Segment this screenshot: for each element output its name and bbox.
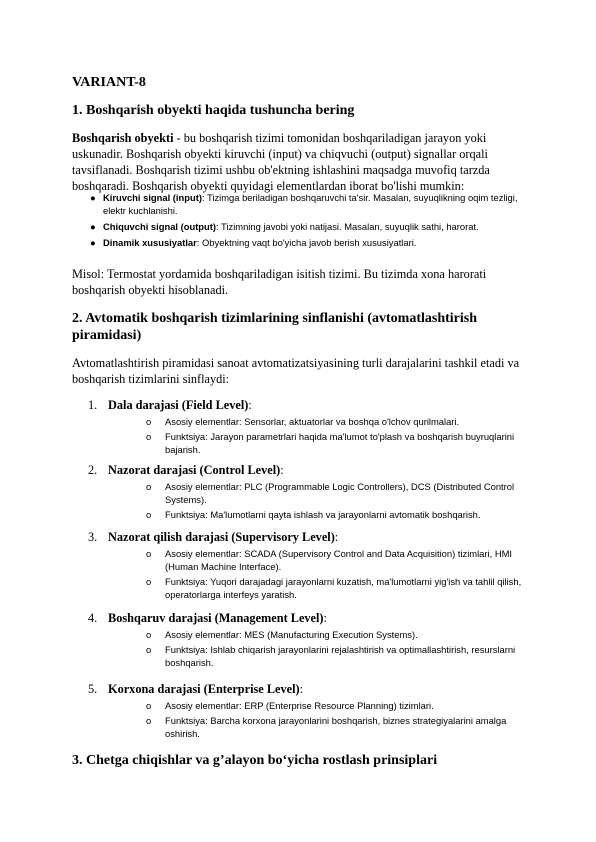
sub-item xyxy=(146,415,524,428)
level-colon: : xyxy=(323,611,327,625)
list-item xyxy=(88,463,524,521)
list-item xyxy=(90,236,520,249)
level-number: 2. xyxy=(88,463,98,477)
section-1-heading: 1. Boshqarish obyekti haqida tushuncha bering xyxy=(72,103,355,118)
level-title: Korxona darajasi (Enterprise Level) xyxy=(108,682,300,696)
level-title: Dala darajasi (Field Level) xyxy=(108,398,249,412)
circle-icon: o xyxy=(146,576,152,587)
sub-item xyxy=(146,714,524,740)
sub-item xyxy=(146,480,524,506)
bullet-term: Kiruvchi signal (input) xyxy=(103,192,202,203)
list-item xyxy=(88,611,524,669)
list-item xyxy=(90,220,520,233)
sub-item-text: Asosiy elementlar: ERP (Enterprise Resource Planning) tizimlari. xyxy=(165,700,434,711)
level-title: Nazorat qilish darajasi (Supervisory Level) xyxy=(108,530,335,544)
section-2-intro: Avtomatlashtirish piramidasi sanoat avtomatizatsiyasining turli darajalarini tashkil etadi va boshqarish tizimlarini sinflaydi: xyxy=(72,356,520,386)
circle-icon: o xyxy=(146,700,152,711)
bullet-text: : Obyektning vaqt bo'yicha javob berish xususiyatlari. xyxy=(196,237,417,248)
level-title: Boshqaruv darajasi (Management Level) xyxy=(108,611,324,625)
list-item xyxy=(90,191,520,217)
circle-icon: o xyxy=(146,629,152,640)
circle-icon: o xyxy=(146,715,152,726)
sub-item-text: Asosiy elementlar: MES (Manufacturing Execution Systems). xyxy=(165,629,418,640)
sub-item-text: Funktsiya: Ishlab chiqarish jarayonlarini rejalashtirish va optimallashtirish, resurslarni boshqarish. xyxy=(165,644,516,668)
list-item xyxy=(88,398,524,456)
list-item xyxy=(88,682,524,740)
circle-icon: o xyxy=(146,509,152,520)
section-1-intro xyxy=(72,130,524,194)
bullet-list xyxy=(90,191,520,252)
sub-item xyxy=(146,575,524,601)
intro-text: - bu boshqarish tizimi tomonidan boshqariladigan jarayon yoki uskunadir. Boshqarish obyekti kiruvchi (input) va chiqvuchi (output) signallar orqali tavsiflanadi. Boshqarish tizimi ushbu ob'ektning ishlashini maqsadga muvofiq tarzda boshqaradi. Boshqarish obyekti quyidagi elementlardan iborat bo'lishi mumkin: xyxy=(72,131,490,193)
circle-icon: o xyxy=(146,644,152,655)
level-heading xyxy=(88,463,524,478)
example-paragraph: Misol: Termostat yordamida boshqariladigan isitish tizimi. Bu tizimda xona harorati boshqarish obyekti hisoblanadi. xyxy=(72,267,487,297)
level-colon: : xyxy=(280,463,284,477)
sub-item-text: Funktsiya: Yuqori darajadagi jarayonlarni kuzatish, ma'lumotlarni yig'ish va tahlil qilish, operatorlarga interfeys yaratish. xyxy=(165,576,522,600)
sub-item xyxy=(146,430,524,456)
bullet-icon: ● xyxy=(90,192,96,203)
circle-icon: o xyxy=(146,548,152,559)
variant-title: VARIANT-8 xyxy=(72,75,146,90)
level-number: 1. xyxy=(88,398,98,412)
level-heading xyxy=(88,530,524,545)
section-2-heading: 2. Avtomatik boshqarish tizimlarining sinflanishi (avtomatlashtirish piramidasi) xyxy=(72,311,478,343)
bullet-icon: ● xyxy=(90,237,96,248)
level-colon: : xyxy=(334,530,339,544)
level-number: 3. xyxy=(88,530,98,544)
sub-item xyxy=(146,547,524,573)
circle-icon: o xyxy=(146,416,152,427)
level-heading xyxy=(88,398,524,413)
section-3-heading: 3. Chetga chiqishlar va g’alayon bo‘yicha rostlash prinsiplari xyxy=(72,753,438,768)
level-number: 5. xyxy=(88,682,98,696)
list-item xyxy=(88,530,524,601)
sub-item-text: Funktsiya: Ma'lumotlarni qayta ishlash va jarayonlarni avtomatik boshqarish. xyxy=(165,509,481,520)
circle-icon: o xyxy=(146,431,152,442)
sub-item-text: Funktsiya: Jarayon parametrlari haqida ma'lumot to'plash va boshqarish buyruqlarini bajarish. xyxy=(165,431,515,455)
bullet-term: Dinamik xususiyatlar xyxy=(103,237,197,248)
sub-item-text: Asosiy elementlar: SCADA (Supervisory Control and Data Acquisition) tizimlari, HMI (Human Machine Interface). xyxy=(165,548,512,572)
bullet-text: : Tizimga beriladigan boshqaruvchi ta'sir. Masalan, suyuqlikning oqim tezligi, elektr kuchlanishi. xyxy=(103,192,518,216)
bullet-icon: ● xyxy=(90,221,96,232)
sub-item xyxy=(146,643,524,669)
sub-item-text: Asosiy elementlar: PLC (Programmable Logic Controllers), DCS (Distributed Control Systems). xyxy=(165,481,515,505)
level-number: 4. xyxy=(88,611,98,625)
intro-term: Boshqarish obyekti xyxy=(72,131,174,145)
sub-item-text: Funktsiya: Barcha korxona jarayonlarini boshqarish, biznes strategiyalarini amalga oshirish. xyxy=(165,715,507,739)
sub-item xyxy=(146,699,524,712)
level-heading xyxy=(88,611,524,626)
bullet-text: : Tizimning javobi yoki natijasi. Masalan, suyuqlik sathi, harorat. xyxy=(216,221,479,232)
level-colon: : xyxy=(299,682,304,696)
sub-item-text: Asosiy elementlar: Sensorlar, aktuatorlar va boshqa o'lchov qurilmalari. xyxy=(165,416,460,427)
level-colon: : xyxy=(248,398,252,412)
bullet-term: Chiquvchi signal (output) xyxy=(103,221,217,232)
level-title: Nazorat darajasi (Control Level) xyxy=(108,463,281,477)
level-heading xyxy=(88,682,524,697)
sub-item xyxy=(146,628,524,641)
sub-item xyxy=(146,508,524,521)
circle-icon: o xyxy=(146,481,152,492)
